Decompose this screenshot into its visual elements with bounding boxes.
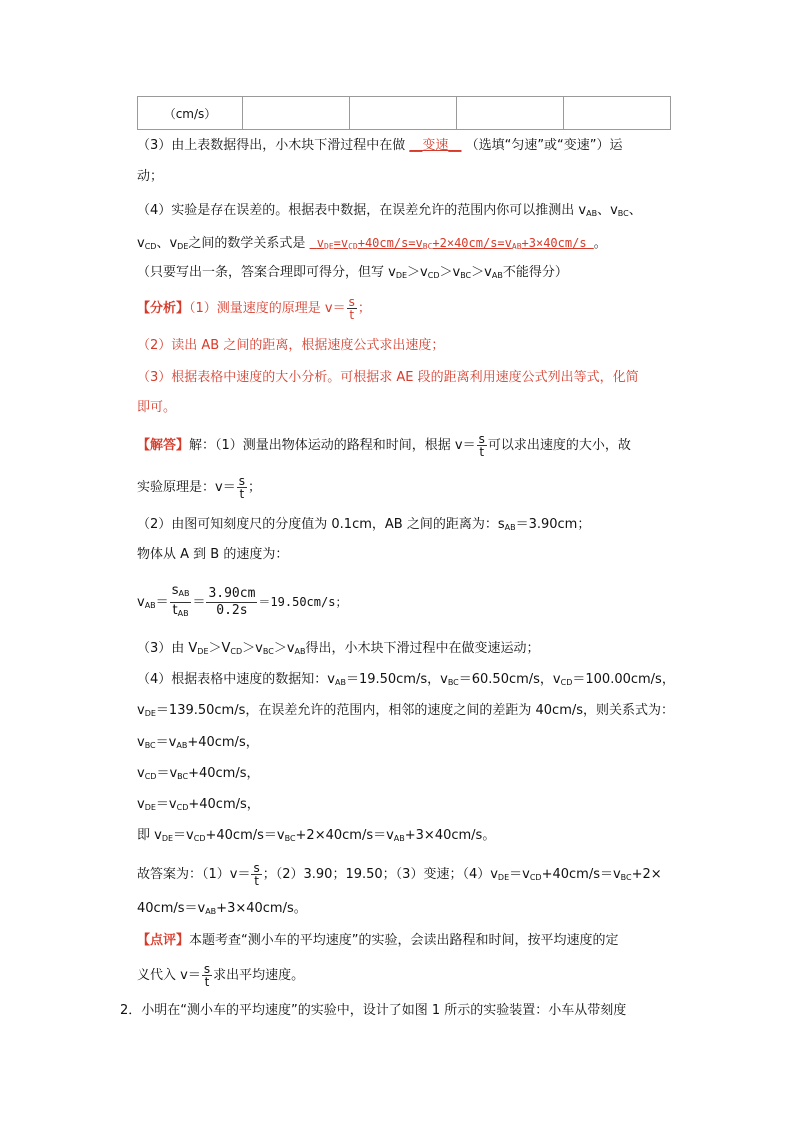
semi: ； [247, 480, 261, 495]
sub-bc: BC [177, 772, 189, 781]
text: 故答案为：（1）v＝ [137, 867, 251, 882]
sub-de: DE [144, 803, 156, 812]
solution-line-4: 物体从 A 到 B 的速度为： [137, 547, 289, 562]
analysis-text: （1）测量速度的原理是 v＝ [189, 301, 346, 316]
q3-text: （3）由上表数据得出，小木块下滑过程中在做 [137, 138, 406, 153]
solution-line-6 [137, 640, 697, 661]
sub-ab: AB [205, 907, 217, 916]
frac-num: s [203, 962, 211, 976]
q4-end: 。 [593, 236, 607, 251]
fraction-s-over-t [477, 433, 487, 458]
sub-ab: AB [178, 589, 190, 598]
solution-line-2 [137, 475, 697, 500]
v: v [137, 735, 145, 750]
table-cell [457, 97, 564, 130]
eq: ＝v [509, 867, 530, 882]
v: v [137, 766, 145, 781]
solution-line-7 [137, 671, 697, 692]
eq: +2×40cm/s＝v [295, 828, 394, 843]
solution-line-3 [137, 516, 697, 537]
sub-cd: CD [560, 678, 573, 687]
eq: ＝v [155, 735, 177, 750]
frac-num: s [478, 432, 485, 446]
comment-text: 义代入 v＝ [137, 968, 201, 983]
sub-bc: BC [284, 834, 296, 843]
frac-num: s [348, 295, 355, 309]
ans-v: v [316, 236, 324, 250]
sub-ab: AB [491, 271, 503, 280]
val: ＝19.50cm/s，v [345, 672, 448, 687]
semi: ； [357, 301, 371, 316]
analysis-line-2: （2）读出 AB 之间的距离，根据速度公式求出速度； [137, 338, 445, 353]
frac-den: t [204, 975, 210, 989]
q4-answer [310, 236, 594, 250]
sub-cd: CD [230, 647, 243, 656]
eq: +2× [631, 867, 662, 882]
eq-result: ＝19.50cm/s； [258, 595, 348, 609]
eq: +40cm/s＝v [541, 867, 621, 882]
solution-line-8 [137, 702, 697, 723]
table-row [138, 97, 671, 130]
solution-equation [137, 583, 697, 622]
solution-text-b: 可以求出速度的大小，故 [487, 438, 631, 453]
sub-cd: CD [348, 242, 358, 251]
final-answer-line-1 [137, 862, 697, 887]
eq: ＝v [173, 828, 194, 843]
text: 即 v [137, 828, 162, 843]
frac-num: s [238, 474, 245, 488]
solution-text: （3）由 V [137, 641, 198, 656]
q4-line-2 [137, 234, 697, 256]
relation-1 [137, 734, 697, 755]
relation-combined [137, 827, 697, 848]
analysis-line-3: （3）根据表格中速度的大小分析。可根据求 AE 段的距离利用速度公式列出等式，化简 [137, 370, 639, 385]
solution-text: （2）由图可知刻度尺的分度值为 0.1cm，AB 之间的距离为：s [137, 517, 505, 532]
sub-ab: AB [504, 523, 516, 532]
frac-den: 0.2s [216, 603, 248, 618]
ans-part: +40cm/s=v [357, 236, 423, 250]
analysis-line-1 [137, 296, 697, 321]
add: +40cm/s， [188, 797, 260, 812]
table-cell [564, 97, 671, 130]
sub-cd: CD [427, 271, 440, 280]
solution-text-b: ＝3.90cm； [515, 517, 591, 532]
comment-text: 本题考查“测小车的平均速度”的实验，会读出路程和时间，按平均速度的定 [189, 933, 619, 948]
frac-den [170, 603, 192, 622]
sub-cd: CD [144, 772, 157, 781]
eq: +40cm/s＝v [205, 828, 285, 843]
comment-line-1 [137, 932, 697, 950]
sub-bc: BC [617, 209, 629, 218]
sub-ab: AB [334, 678, 346, 687]
eq: +3×40cm/s。 [404, 828, 496, 843]
relation-2 [137, 765, 697, 786]
sub-bc: BC [144, 741, 156, 750]
sub-de: DE [497, 873, 510, 882]
analysis-line-4: 即可。 [137, 400, 177, 415]
q4-comma: 、v [156, 236, 178, 251]
sub-de: DE [161, 834, 174, 843]
q4-line-3 [137, 264, 697, 285]
sub-bc: BC [262, 647, 274, 656]
q4-note: （只要写出一条，答案合理即可得分，但写 v [137, 265, 396, 280]
fraction-s-over-t [237, 475, 247, 500]
ans-part: +3×40cm/s [521, 236, 587, 250]
add: +40cm/s， [188, 766, 260, 781]
solution-text: （4）根据表格中速度的数据知：v [137, 672, 335, 687]
gt: ＞v [471, 265, 492, 280]
v: v [137, 797, 145, 812]
frac-num [170, 583, 192, 603]
q4-comma-end: 、 [628, 203, 642, 218]
comment-tag: 【点评】 [137, 933, 190, 948]
table-cell [243, 97, 350, 130]
ans-part: +2×40cm/s=v [432, 236, 512, 250]
solution-line-1 [137, 433, 697, 458]
q4-text: 之间的数学关系式是 [188, 236, 306, 251]
eq: ＝v [155, 797, 177, 812]
sub-de: DE [144, 709, 156, 718]
sub-cd: CD [529, 873, 542, 882]
sub-cd: CD [193, 834, 206, 843]
frac-den: t [254, 874, 259, 888]
eq-v: v [137, 595, 145, 610]
eq-sign: ＝ [192, 595, 206, 610]
sub-cd: CD [176, 803, 189, 812]
q4-v: v [137, 236, 145, 251]
sub-de: DE [177, 242, 189, 251]
sub-bc: BC [620, 873, 632, 882]
q3-text-b: （选填“匀速”或“变速”）运 [465, 138, 623, 153]
val: ＝60.50cm/s，v [458, 672, 561, 687]
val: ＝100.00cm/s， [572, 672, 675, 687]
q4-line-1 [137, 202, 697, 223]
eq-sign: ＝ [155, 595, 169, 610]
q4-note-b: 不能得分） [502, 265, 568, 280]
sub-ab: AB [511, 242, 522, 251]
ans-part: =v [333, 236, 349, 250]
speed-table-fragment [137, 96, 671, 130]
v: v [137, 703, 145, 718]
gt: ＞V [208, 641, 231, 656]
sub-de: DE [197, 647, 209, 656]
gt: ＞v [439, 265, 461, 280]
fraction-s-over-t [251, 862, 261, 887]
q3-line-2: 动； [137, 169, 164, 184]
gt: ＞v [242, 641, 263, 656]
sub-bc: BC [460, 271, 472, 280]
gt: ＞v [273, 641, 295, 656]
gt: ＞v [407, 265, 428, 280]
comment-line-2 [137, 963, 697, 988]
relation-3 [137, 796, 697, 817]
sub-de: DE [395, 271, 408, 280]
text: ；（2）3.90；19.50；（3）变速；（4）v [262, 867, 498, 882]
sub-de: DE [324, 242, 334, 251]
sub-cd: CD [144, 242, 157, 251]
frac-num: 3.90cm [208, 586, 256, 601]
solution-tag: 【解答】 [137, 438, 190, 453]
solution-text-b: 得出，小木块下滑过程中在做变速运动； [305, 641, 540, 656]
comment-text-b: 求出平均速度。 [213, 968, 305, 983]
solution-text: 解：（1）测量出物体运动的路程和时间，根据 v＝ [189, 438, 476, 453]
analysis-tag: 【分析】 [137, 301, 190, 316]
num-s: s [171, 583, 179, 598]
q3-answer: __变速__ [409, 138, 462, 153]
fraction-values [206, 586, 257, 619]
sub-ab: AB [177, 609, 189, 618]
text: +3×40cm/s。 [216, 901, 307, 916]
next-question: 2．小明在“测小车的平均速度”的实验中，设计了如图 1 所示的实验装置：小车从带刻度 [120, 1003, 627, 1018]
eq: ＝v [156, 766, 178, 781]
fraction-sab-over-tab [170, 583, 192, 622]
frac-num: s [253, 861, 260, 875]
sub-ab: AB [144, 601, 156, 610]
final-answer-line-2 [137, 900, 697, 921]
frac-den: t [239, 487, 245, 501]
den-t: t [172, 603, 178, 618]
sub-ab: AB [586, 209, 598, 218]
solution-text: ＝139.50cm/s，在误差允许的范围内，相邻的速度之间的差距为 40cm/s，则关系式为： [155, 703, 675, 718]
sub-ab: AB [294, 647, 306, 656]
table-cell-unit: （cm/s） [138, 97, 243, 130]
sub-ab: AB [393, 834, 405, 843]
q4-text: （4）实验是存在误差的。根据表中数据，在误差允许的范围内你可以推测出 v [137, 203, 587, 218]
solution-text: 实验原理是：v＝ [137, 480, 236, 495]
frac-den: t [349, 308, 355, 322]
q4-comma: 、v [597, 203, 618, 218]
q3-line-1 [137, 137, 697, 155]
add: +40cm/s， [187, 735, 259, 750]
sub-bc: BC [422, 242, 433, 251]
fraction-s-over-t [202, 963, 212, 988]
sub-bc: BC [447, 678, 459, 687]
frac-den: t [479, 445, 485, 459]
sub-ab: AB [176, 741, 188, 750]
fraction-s-over-t [347, 296, 357, 321]
table-cell [350, 97, 457, 130]
text: 40cm/s＝v [137, 901, 206, 916]
